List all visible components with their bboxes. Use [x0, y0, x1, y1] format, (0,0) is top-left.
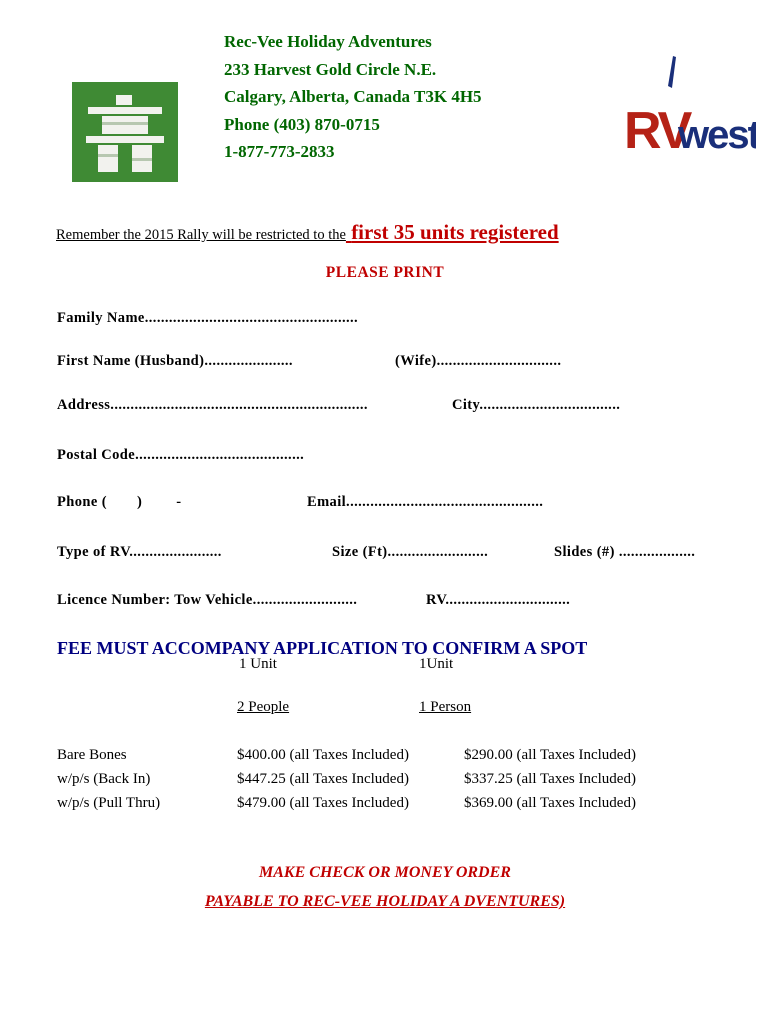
rate-labels: [57, 743, 160, 815]
col2-unit-header: 1Unit: [419, 656, 454, 672]
fee-heading: FEE MUST ACCOMPANY APPLICATION TO CONFIRM A SPOT: [57, 638, 588, 658]
rvwest-logo: [620, 44, 756, 156]
one-person-rate: $290.00 (all Taxes Included): [464, 747, 636, 763]
address-field[interactable]: Address................................................................: [57, 397, 368, 413]
please-print-heading: PLEASE PRINT: [325, 264, 445, 281]
two-people-rate: $447.25 (all Taxes Included): [237, 771, 409, 787]
phone-area-close: ): [137, 494, 143, 510]
two-people-rate: $400.00 (all Taxes Included): [237, 747, 409, 763]
rally-limit-emphasis: first 35 units registered: [351, 220, 559, 244]
toll-free-number: 1-877-773-2833: [224, 142, 335, 161]
family-name-field[interactable]: Family Name.....................................................: [57, 310, 359, 326]
first-name-husband-field[interactable]: First Name (Husband)......................: [57, 353, 293, 369]
payment-instruction-line2: PAYABLE TO REC-VEE HOLIDAY A DVENTURES): [204, 893, 566, 910]
payment-instruction-line1: MAKE CHECK OR MONEY ORDER: [259, 864, 511, 881]
two-people-rates: [237, 743, 409, 815]
rate-label: Bare Bones: [57, 747, 127, 763]
phone-dash: -: [176, 494, 182, 510]
rally-notice: [56, 220, 559, 245]
postal-code-field[interactable]: Postal Code..........................................: [57, 447, 305, 463]
phone-number: Phone (403) 870-0715: [224, 114, 380, 134]
rv-size-field[interactable]: Size (Ft).........................: [332, 544, 489, 560]
col1-unit-header: 1 Unit: [239, 656, 277, 672]
phone-label: Phone (: [57, 494, 107, 510]
tow-vehicle-licence-field[interactable]: Licence Number: Tow Vehicle..........................: [57, 592, 358, 608]
street-address: 233 Harvest Gold Circle N.E.: [224, 59, 437, 79]
phone-field[interactable]: [57, 494, 182, 511]
svg-text:RV: RV: [624, 102, 690, 156]
rate-label: w/p/s (Pull Thru): [57, 795, 161, 811]
organization-address: [224, 28, 482, 166]
city-province: Calgary, Alberta, Canada T3K 4H5: [224, 87, 482, 106]
svg-text:west: west: [678, 113, 756, 156]
one-person-rates: [464, 743, 636, 815]
rv-licence-field[interactable]: RV...............................: [426, 592, 571, 608]
two-people-rate: $479.00 (all Taxes Included): [237, 795, 409, 811]
rate-label: w/p/s (Back In): [57, 771, 151, 787]
rv-type-field[interactable]: Type of RV.......................: [57, 544, 222, 560]
rally-notice-text: Remember the 2015 Rally will be restricted to the: [56, 227, 346, 243]
wife-name-field[interactable]: (Wife)...............................: [395, 353, 562, 369]
slides-field[interactable]: Slides (#) ...................: [554, 544, 696, 560]
email-field[interactable]: Email.................................................: [307, 494, 544, 510]
city-field[interactable]: City...................................: [452, 397, 621, 413]
one-person-rate: $337.25 (all Taxes Included): [464, 771, 636, 787]
inukshuk-logo: [72, 82, 178, 182]
org-name: Rec-Vee Holiday Adventures: [224, 32, 432, 51]
col2-people-header: 1 Person: [419, 699, 472, 715]
col1-people-header: 2 People: [237, 699, 290, 715]
one-person-rate: $369.00 (all Taxes Included): [464, 795, 636, 811]
